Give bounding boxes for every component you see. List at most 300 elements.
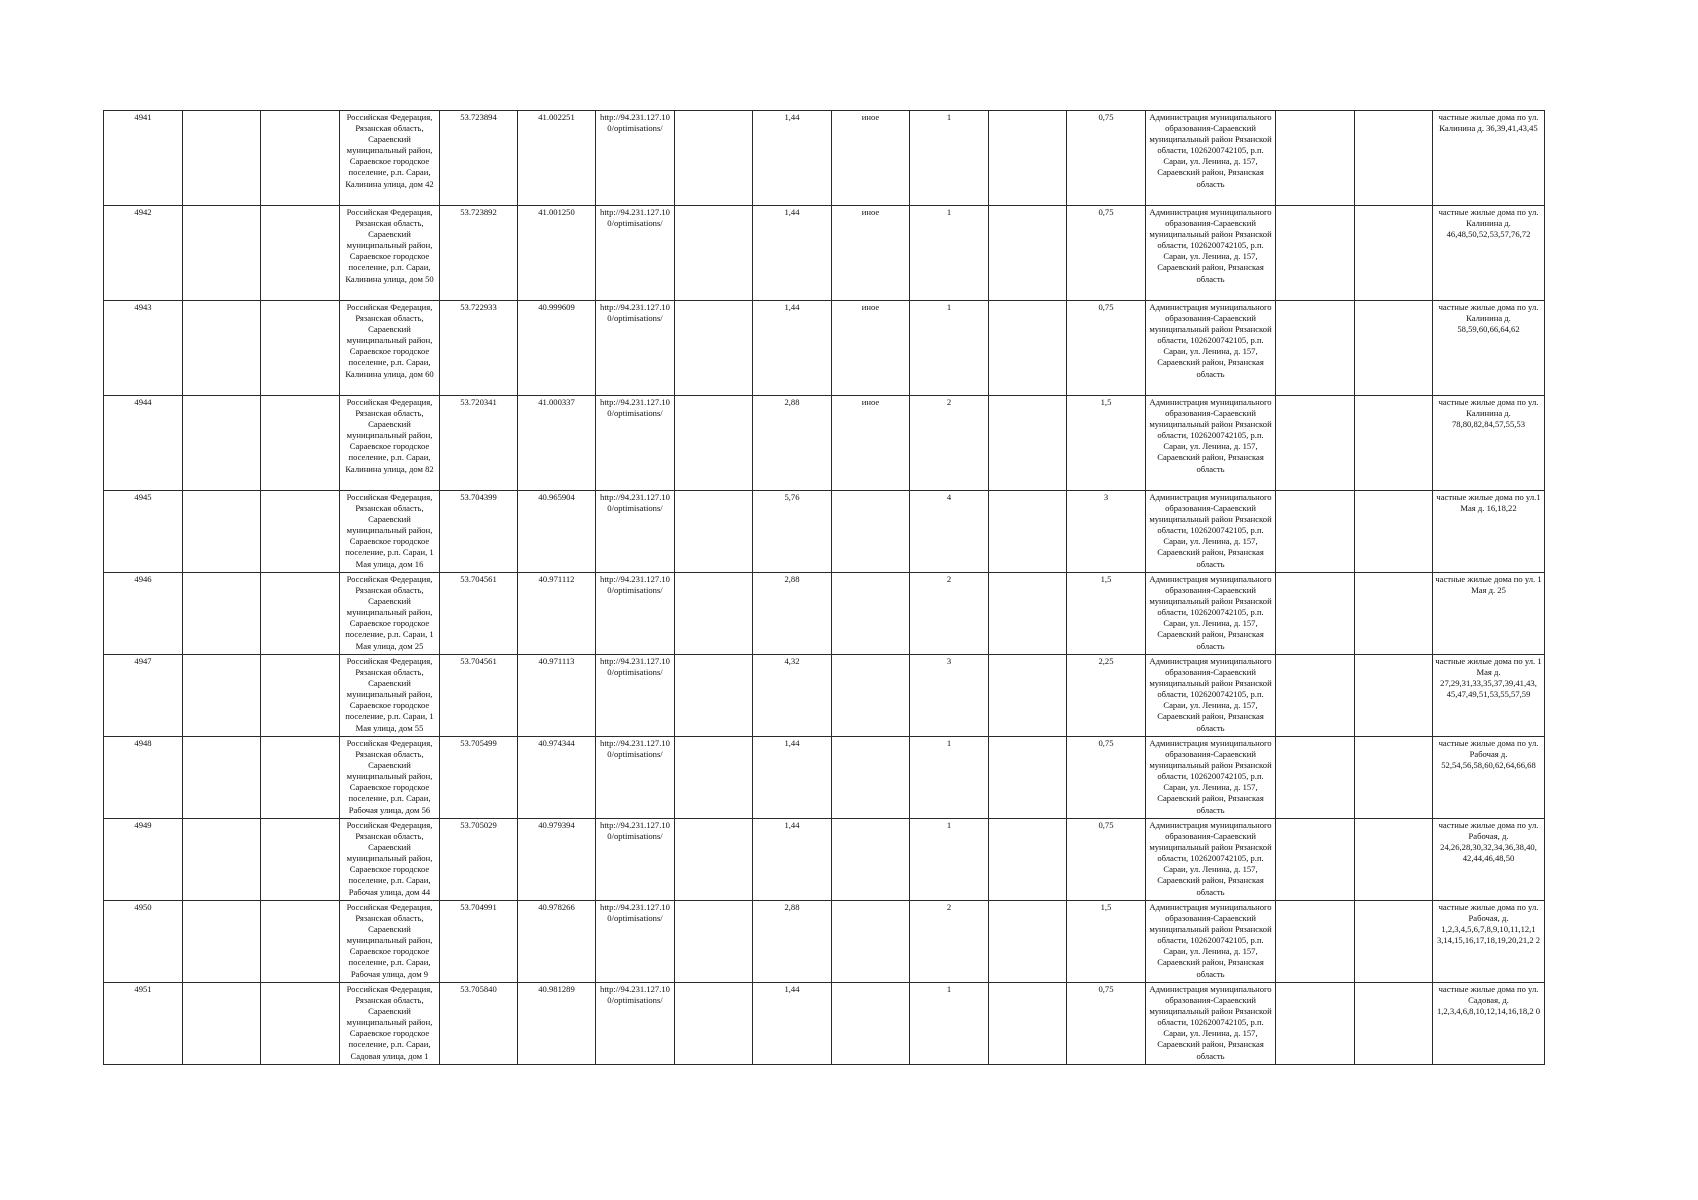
cell-url-text: http://94.231.127.100/optimisations/	[600, 902, 670, 924]
cell-container-volume-text: 1,5	[1100, 902, 1112, 912]
cell-latitude-text: 53.705840	[460, 984, 497, 994]
cell-empty	[989, 206, 1067, 301]
cell-empty	[1355, 737, 1433, 819]
cell-container-volume	[1067, 573, 1146, 655]
cell-area	[753, 111, 832, 206]
cell-container-volume	[1067, 111, 1146, 206]
document-sheet	[103, 110, 1545, 1065]
cell-latitude-text: 53.704561	[460, 656, 497, 666]
cell-surface	[832, 819, 910, 901]
cell-id	[104, 901, 183, 983]
cell-waste-sources-text: частные жилые дома по ул. Садовая, д. 1,2,3,4,6,8,10,12,14,16,18,2 0	[1436, 984, 1541, 1017]
cell-empty	[1276, 111, 1355, 206]
cell-area	[753, 819, 832, 901]
cell-url-text: http://94.231.127.100/optimisations/	[600, 984, 670, 1006]
cell-address-text: Российская Федерация, Рязанская область, Сараевский муниципальный район, Сараевское городское поселение, р.п. Сараи, Садовая улица, дом 1	[346, 984, 433, 1061]
cell-longitude	[518, 491, 596, 573]
cell-latitude	[440, 737, 518, 819]
cell-area	[753, 655, 832, 737]
cell-container-count-text: 1	[946, 820, 952, 830]
cell-empty	[675, 206, 753, 301]
table-row	[104, 111, 1545, 206]
cell-address	[340, 111, 440, 206]
cell-waste-sources	[1433, 655, 1545, 737]
cell-container-volume	[1067, 396, 1146, 491]
cell-latitude	[440, 491, 518, 573]
cell-address-text: Российская Федерация, Рязанская область, Сараевский муниципальный район, Сараевское городское поселение, р.п. Сараи, Рабочая улица, дом 56	[346, 738, 433, 815]
cell-waste-sources	[1433, 573, 1545, 655]
cell-owner	[1146, 573, 1276, 655]
cell-container-volume-text: 1,5	[1100, 574, 1112, 584]
cell-longitude	[518, 111, 596, 206]
cell-owner	[1146, 983, 1276, 1065]
cell-empty	[261, 396, 340, 491]
cell-address	[340, 655, 440, 737]
cell-url-text: http://94.231.127.100/optimisations/	[600, 302, 670, 324]
cell-owner	[1146, 655, 1276, 737]
cell-latitude	[440, 573, 518, 655]
cell-address-text: Российская Федерация, Рязанская область, Сараевский муниципальный район, Сараевское городское поселение, р.п. Сараи, 1 Мая улица, дом 55	[345, 656, 434, 733]
cell-container-count-text: 1	[946, 207, 952, 217]
cell-empty	[1276, 301, 1355, 396]
cell-container-volume	[1067, 819, 1146, 901]
cell-address	[340, 819, 440, 901]
cell-longitude-text: 40.978266	[538, 902, 575, 912]
cell-address	[340, 301, 440, 396]
cell-container-count-text: 1	[946, 112, 952, 122]
cell-container-count	[910, 737, 989, 819]
cell-empty	[183, 301, 261, 396]
cell-latitude	[440, 396, 518, 491]
cell-longitude	[518, 396, 596, 491]
cell-owner-text: Администрация муниципального образования-Сараевский муниципальный район Рязанской области, 1026200742105, р.п. Сараи, ул. Ленина, д. 157, Сараевский район, Рязанская область	[1149, 984, 1272, 1061]
cell-surface-text: иное	[861, 302, 880, 312]
cell-url-text: http://94.231.127.100/optimisations/	[600, 820, 670, 842]
cell-empty	[989, 901, 1067, 983]
cell-latitude-text: 53.705029	[460, 820, 497, 830]
table-row	[104, 655, 1545, 737]
cell-empty	[989, 573, 1067, 655]
cell-empty	[675, 819, 753, 901]
cell-waste-sources	[1433, 737, 1545, 819]
cell-container-volume-text: 1,5	[1100, 397, 1112, 407]
cell-longitude-text: 41.001250	[538, 207, 575, 217]
cell-url-text: http://94.231.127.100/optimisations/	[600, 656, 670, 678]
cell-area	[753, 573, 832, 655]
cell-longitude-text: 40.971112	[538, 574, 575, 584]
cell-container-volume-text: 0,75	[1098, 738, 1114, 748]
table-row	[104, 301, 1545, 396]
cell-empty	[261, 819, 340, 901]
cell-empty	[183, 737, 261, 819]
cell-address-text: Российская Федерация, Рязанская область, Сараевский муниципальный район, Сараевское городское поселение, р.п. Сараи, 1 Мая улица, дом 16	[345, 492, 434, 569]
cell-owner	[1146, 819, 1276, 901]
cell-empty	[1276, 901, 1355, 983]
cell-waste-sources	[1433, 301, 1545, 396]
cell-empty	[989, 491, 1067, 573]
cell-empty	[261, 206, 340, 301]
cell-address-text: Российская Федерация, Рязанская область, Сараевский муниципальный район, Сараевское городское поселение, р.п. Сараи, Калинина улица, дом 82	[345, 397, 434, 474]
cell-empty	[989, 983, 1067, 1065]
cell-container-count	[910, 396, 989, 491]
cell-id-text: 4945	[134, 492, 152, 502]
cell-latitude-text: 53.704991	[460, 902, 497, 912]
cell-address-text: Российская Федерация, Рязанская область, Сараевский муниципальный район, Сараевское городское поселение, р.п. Сараи, Калинина улица, дом 42	[345, 112, 434, 189]
cell-area-text: 1,44	[784, 302, 800, 312]
cell-waste-sources	[1433, 819, 1545, 901]
cell-empty	[989, 111, 1067, 206]
cell-address	[340, 491, 440, 573]
cell-empty	[1355, 983, 1433, 1065]
cell-container-count-text: 2	[946, 574, 952, 584]
cell-container-volume	[1067, 901, 1146, 983]
cell-id-text: 4942	[134, 207, 152, 217]
cell-empty	[1355, 819, 1433, 901]
cell-area-text: 5,76	[784, 492, 800, 502]
cell-container-count-text: 2	[946, 902, 952, 912]
cell-id	[104, 819, 183, 901]
cell-waste-sources-text: частные жилые дома по ул. 1 Мая д. 27,29,31,33,35,37,39,41,43, 45,47,49,51,53,55,57,59	[1435, 656, 1542, 700]
cell-id-text: 4943	[134, 302, 152, 312]
cell-waste-sources-text: частные жилые дома по ул. Рабочая, д. 1,2,3,4,5,6,7,8,9,10,11,12,1 3,14,15,16,17,18,19,20,21,2 2	[1436, 902, 1541, 946]
table-row	[104, 983, 1545, 1065]
cell-container-volume-text: 0,75	[1098, 207, 1114, 217]
cell-url-text: http://94.231.127.100/optimisations/	[600, 207, 670, 229]
cell-container-count	[910, 983, 989, 1065]
cell-empty	[989, 737, 1067, 819]
cell-area-text: 4,32	[784, 656, 800, 666]
cell-id-text: 4947	[134, 656, 152, 666]
cell-empty	[183, 819, 261, 901]
cell-empty	[261, 655, 340, 737]
cell-longitude-text: 41.000337	[538, 397, 575, 407]
cell-waste-sources	[1433, 901, 1545, 983]
cell-empty	[1355, 655, 1433, 737]
cell-empty	[1276, 737, 1355, 819]
cell-id-text: 4941	[134, 112, 152, 122]
cell-address-text: Российская Федерация, Рязанская область, Сараевский муниципальный район, Сараевское городское поселение, р.п. Сараи, Рабочая улица, дом 9	[346, 902, 433, 979]
cell-owner	[1146, 901, 1276, 983]
cell-address	[340, 396, 440, 491]
cell-empty	[183, 901, 261, 983]
cell-container-count-text: 2	[946, 397, 952, 407]
table-row	[104, 396, 1545, 491]
cell-container-count-text: 3	[946, 656, 952, 666]
cell-address	[340, 983, 440, 1065]
cell-latitude	[440, 819, 518, 901]
cell-area-text: 1,44	[784, 112, 800, 122]
cell-surface-text: иное	[861, 112, 880, 122]
cell-longitude-text: 40.974344	[538, 738, 575, 748]
cell-owner	[1146, 396, 1276, 491]
cell-longitude	[518, 573, 596, 655]
cell-longitude-text: 40.979394	[538, 820, 575, 830]
cell-waste-sources-text: частные жилые дома по ул.1 Мая д. 16,18,22	[1436, 492, 1541, 514]
cell-container-volume	[1067, 206, 1146, 301]
cell-latitude	[440, 111, 518, 206]
cell-owner-text: Администрация муниципального образования-Сараевский муниципальный район Рязанской области, 1026200742105, р.п. Сараи, ул. Ленина, д. 157, Сараевский район, Рязанская область	[1149, 302, 1272, 379]
cell-url	[596, 396, 675, 491]
cell-owner-text: Администрация муниципального образования-Сараевский муниципальный район Рязанской области, 1026200742105, р.п. Сараи, ул. Ленина, д. 157, Сараевский район, Рязанская область	[1149, 902, 1272, 979]
cell-empty	[183, 573, 261, 655]
cell-empty	[1276, 983, 1355, 1065]
cell-surface	[832, 111, 910, 206]
cell-owner-text: Администрация муниципального образования-Сараевский муниципальный район Рязанской области, 1026200742105, р.п. Сараи, ул. Ленина, д. 157, Сараевский район, Рязанская область	[1149, 207, 1272, 284]
cell-owner-text: Администрация муниципального образования-Сараевский муниципальный район Рязанской области, 1026200742105, р.п. Сараи, ул. Ленина, д. 157, Сараевский район, Рязанская область	[1149, 492, 1272, 569]
cell-container-volume	[1067, 655, 1146, 737]
cell-area	[753, 396, 832, 491]
cell-id-text: 4948	[134, 738, 152, 748]
cell-url	[596, 901, 675, 983]
cell-latitude-text: 53.723894	[460, 112, 497, 122]
cell-owner	[1146, 737, 1276, 819]
cell-empty	[1355, 573, 1433, 655]
cell-empty	[675, 301, 753, 396]
cell-longitude-text: 40.965904	[538, 492, 575, 502]
cell-container-count	[910, 573, 989, 655]
cell-empty	[261, 573, 340, 655]
cell-surface-text: иное	[861, 397, 880, 407]
cell-empty	[1276, 206, 1355, 301]
cell-longitude	[518, 301, 596, 396]
cell-url	[596, 573, 675, 655]
cell-latitude-text: 53.723892	[460, 207, 497, 217]
cell-empty	[261, 737, 340, 819]
cell-empty	[675, 655, 753, 737]
cell-latitude	[440, 301, 518, 396]
cell-waste-sources	[1433, 111, 1545, 206]
cell-container-volume-text: 2,25	[1098, 656, 1114, 666]
cell-container-count-text: 1	[946, 302, 952, 312]
cell-waste-sources-text: частные жилые дома по ул. Рабочая, д. 24,26,28,30,32,34,36,38,40, 42,44,46,48,50	[1438, 820, 1539, 864]
cell-empty	[1355, 111, 1433, 206]
cell-area-text: 1,44	[784, 207, 800, 217]
cell-container-volume	[1067, 491, 1146, 573]
cell-waste-sources	[1433, 491, 1545, 573]
cell-empty	[675, 573, 753, 655]
registry-rows	[104, 111, 1545, 1065]
cell-empty	[183, 206, 261, 301]
cell-latitude-text: 53.704399	[460, 492, 497, 502]
cell-area-text: 2,88	[784, 574, 800, 584]
cell-empty	[675, 737, 753, 819]
cell-empty	[183, 655, 261, 737]
cell-id	[104, 206, 183, 301]
cell-waste-sources-text: частные жилые дома по ул. 1 Мая д. 25	[1435, 574, 1542, 596]
table-row	[104, 573, 1545, 655]
cell-area	[753, 737, 832, 819]
cell-id	[104, 655, 183, 737]
cell-owner	[1146, 301, 1276, 396]
cell-container-count	[910, 491, 989, 573]
cell-url-text: http://94.231.127.100/optimisations/	[600, 112, 670, 134]
cell-area	[753, 301, 832, 396]
cell-surface	[832, 573, 910, 655]
cell-latitude-text: 53.720341	[460, 397, 497, 407]
cell-owner	[1146, 111, 1276, 206]
cell-surface	[832, 491, 910, 573]
cell-waste-sources-text: частные жилые дома по ул. Калинина д. 78,80,82,84,57,55,53	[1438, 397, 1539, 430]
cell-address-text: Российская Федерация, Рязанская область, Сараевский муниципальный район, Сараевское городское поселение, р.п. Сараи, Калинина улица, дом 60	[345, 302, 434, 379]
cell-container-count	[910, 901, 989, 983]
cell-id-text: 4949	[134, 820, 152, 830]
cell-area	[753, 206, 832, 301]
cell-id	[104, 491, 183, 573]
cell-latitude-text: 53.704561	[460, 574, 497, 584]
cell-empty	[1276, 655, 1355, 737]
cell-longitude	[518, 655, 596, 737]
cell-address	[340, 206, 440, 301]
registry-table	[103, 110, 1545, 1065]
cell-empty	[675, 901, 753, 983]
table-row	[104, 737, 1545, 819]
cell-address-text: Российская Федерация, Рязанская область, Сараевский муниципальный район, Сараевское городское поселение, р.п. Сараи, Рабочая улица, дом 44	[346, 820, 433, 897]
cell-container-count	[910, 111, 989, 206]
cell-surface	[832, 655, 910, 737]
cell-empty	[1355, 206, 1433, 301]
cell-empty	[989, 819, 1067, 901]
cell-empty	[1276, 819, 1355, 901]
cell-empty	[1276, 396, 1355, 491]
cell-area-text: 2,88	[784, 397, 800, 407]
cell-longitude-text: 40.981289	[538, 984, 575, 994]
cell-empty	[261, 901, 340, 983]
cell-url-text: http://94.231.127.100/optimisations/	[600, 738, 670, 760]
cell-empty	[675, 396, 753, 491]
cell-id	[104, 983, 183, 1065]
cell-address	[340, 737, 440, 819]
cell-empty	[1276, 573, 1355, 655]
cell-area-text: 1,44	[784, 738, 800, 748]
table-row	[104, 819, 1545, 901]
cell-empty	[1355, 301, 1433, 396]
cell-owner	[1146, 206, 1276, 301]
cell-longitude-text: 41.002251	[538, 112, 575, 122]
cell-surface	[832, 301, 910, 396]
cell-id-text: 4944	[134, 397, 152, 407]
cell-id	[104, 396, 183, 491]
cell-url	[596, 491, 675, 573]
cell-url	[596, 655, 675, 737]
cell-empty	[261, 491, 340, 573]
cell-empty	[1355, 396, 1433, 491]
cell-empty	[675, 983, 753, 1065]
cell-container-volume-text: 0,75	[1098, 820, 1114, 830]
cell-url	[596, 206, 675, 301]
cell-id	[104, 301, 183, 396]
cell-longitude	[518, 819, 596, 901]
cell-empty	[183, 396, 261, 491]
cell-id-text: 4950	[134, 902, 152, 912]
cell-container-count	[910, 655, 989, 737]
cell-empty	[989, 301, 1067, 396]
cell-owner-text: Администрация муниципального образования-Сараевский муниципальный район Рязанской области, 1026200742105, р.п. Сараи, ул. Ленина, д. 157, Сараевский район, Рязанская область	[1149, 820, 1272, 897]
cell-waste-sources-text: частные жилые дома по ул. Калинина д. 46,48,50,52,53,57,76,72	[1438, 207, 1539, 240]
cell-empty	[989, 396, 1067, 491]
cell-surface-text: иное	[861, 207, 880, 217]
cell-empty	[183, 111, 261, 206]
cell-empty	[675, 111, 753, 206]
cell-empty	[1355, 491, 1433, 573]
cell-empty	[261, 983, 340, 1065]
cell-url	[596, 983, 675, 1065]
table-row	[104, 206, 1545, 301]
cell-latitude	[440, 206, 518, 301]
cell-owner-text: Администрация муниципального образования-Сараевский муниципальный район Рязанской области, 1026200742105, р.п. Сараи, ул. Ленина, д. 157, Сараевский район, Рязанская область	[1149, 656, 1272, 733]
cell-container-volume-text: 0,75	[1098, 112, 1114, 122]
cell-waste-sources-text: частные жилые дома по ул. Калинина д. 58,59,60,66,64,62	[1438, 302, 1539, 335]
cell-url	[596, 819, 675, 901]
cell-address	[340, 901, 440, 983]
cell-area	[753, 983, 832, 1065]
cell-url	[596, 111, 675, 206]
cell-longitude-text: 40.971113	[538, 656, 575, 666]
cell-empty	[183, 983, 261, 1065]
cell-id-text: 4946	[134, 574, 152, 584]
cell-waste-sources-text: частные жилые дома по ул. Рабочая д. 52,54,56,58,60,62,64,66,68	[1438, 738, 1539, 771]
cell-url-text: http://94.231.127.100/optimisations/	[600, 492, 670, 514]
cell-url	[596, 737, 675, 819]
cell-area	[753, 491, 832, 573]
cell-empty	[261, 301, 340, 396]
cell-address-text: Российская Федерация, Рязанская область, Сараевский муниципальный район, Сараевское городское поселение, р.п. Сараи, 1 Мая улица, дом 25	[345, 574, 434, 651]
cell-surface	[832, 737, 910, 819]
cell-owner-text: Администрация муниципального образования-Сараевский муниципальный район Рязанской области, 1026200742105, р.п. Сараи, ул. Ленина, д. 157, Сараевский район, Рязанская область	[1149, 738, 1272, 815]
cell-longitude-text: 40.999609	[538, 302, 575, 312]
cell-waste-sources	[1433, 396, 1545, 491]
cell-container-count	[910, 206, 989, 301]
cell-owner-text: Администрация муниципального образования-Сараевский муниципальный район Рязанской области, 1026200742105, р.п. Сараи, ул. Ленина, д. 157, Сараевский район, Рязанская область	[1149, 574, 1272, 651]
cell-surface	[832, 206, 910, 301]
table-row	[104, 491, 1545, 573]
cell-id	[104, 111, 183, 206]
cell-longitude	[518, 901, 596, 983]
cell-container-volume-text: 3	[1103, 492, 1109, 502]
table-row	[104, 901, 1545, 983]
cell-container-volume-text: 0,75	[1098, 984, 1114, 994]
cell-empty	[183, 491, 261, 573]
cell-owner	[1146, 491, 1276, 573]
cell-longitude	[518, 983, 596, 1065]
cell-container-volume	[1067, 983, 1146, 1065]
cell-waste-sources	[1433, 983, 1545, 1065]
cell-empty	[675, 491, 753, 573]
cell-empty	[989, 655, 1067, 737]
cell-container-volume	[1067, 737, 1146, 819]
cell-address-text: Российская Федерация, Рязанская область, Сараевский муниципальный район, Сараевское городское поселение, р.п. Сараи, Калинина улица, дом 50	[345, 207, 434, 284]
cell-container-volume	[1067, 301, 1146, 396]
cell-latitude	[440, 655, 518, 737]
cell-container-count-text: 1	[946, 984, 952, 994]
cell-id-text: 4951	[134, 984, 152, 994]
cell-longitude	[518, 206, 596, 301]
cell-empty	[261, 111, 340, 206]
cell-longitude	[518, 737, 596, 819]
cell-waste-sources-text: частные жилые дома по ул. Калинина д. 36,39,41,43,45	[1438, 112, 1539, 134]
cell-surface	[832, 396, 910, 491]
cell-url	[596, 301, 675, 396]
cell-container-count	[910, 301, 989, 396]
cell-area-text: 1,44	[784, 820, 800, 830]
cell-waste-sources	[1433, 206, 1545, 301]
cell-id	[104, 737, 183, 819]
cell-empty	[1355, 901, 1433, 983]
cell-latitude	[440, 983, 518, 1065]
cell-owner-text: Администрация муниципального образования-Сараевский муниципальный район Рязанской области, 1026200742105, р.п. Сараи, ул. Ленина, д. 157, Сараевский район, Рязанская область	[1149, 112, 1272, 189]
cell-latitude	[440, 901, 518, 983]
cell-id	[104, 573, 183, 655]
cell-container-count-text: 4	[946, 492, 952, 502]
